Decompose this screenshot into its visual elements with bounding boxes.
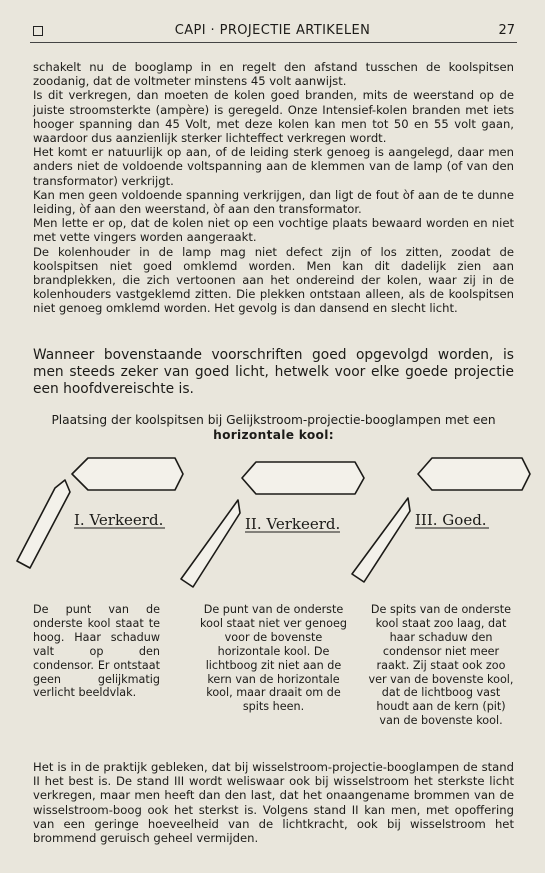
horizontal-carbon-3: [418, 458, 530, 490]
lower-carbon-1: [17, 480, 70, 568]
caption-subtitle: horizontale kool:: [213, 428, 334, 442]
closing-paragraph: Het is in de praktijk gebleken, dat bij wisselstroom-projectie-booglampen de stand II het best is. De stand III wordt weliswaar ook bij wisselstroom het sterkste licht verkregen, maar men heeft dan den last, dat het onaangename brommen van de wisselstroom-boog ook het sterkst is. Volgens stand II kan men, met opoffering van een geringe hoeveelheid van de lichtkracht, ook bij wisselstroom het brommend geruisch geheel vermijden.: [33, 760, 514, 846]
description-2: De punt van de onderste kool staat niet ver genoeg voor de bovenste horizontale kool. De lichtboog zit niet aan de kern van de horizontale kool, maar draait om de spits heen.: [200, 603, 347, 714]
figure-caption: [30, 413, 517, 443]
running-header: [0, 22, 545, 42]
body-paragraph: Men lette er op, dat de kolen niet op een vochtige plaats bewaard worden en niet met vette vingers worden aangeraakt.: [33, 216, 514, 245]
body-paragraph: Is dit verkregen, dan moeten de kolen goed branden, mits de weerstand op de juiste stroomsterkte (ampère) is geregeld. Onze Intensief-kolen branden met iets hooger spanning dan 45 Volt, met deze kolen kan men tot 50 en 55 volt gaan, waardoor dus aanzienlijk sterker lichteffect verkregen wordt.: [33, 88, 514, 146]
emphasis-paragraph: Wanneer bovenstaande voorschriften goed opgevolgd worden, is men steeds zeker van goed licht, hetwelk voor elke goede projectie een hoofdvereischte is.: [33, 347, 514, 397]
lower-carbon-2: [181, 500, 240, 587]
body-paragraph: Kan men geen voldoende spanning verkrijgen, dan ligt de fout òf aan de te dunne leiding, òf aan den weerstand, òf aan den transformator.: [33, 187, 514, 217]
label-verkeerd-2: II. Verkeerd.: [245, 515, 341, 533]
header-rule: [30, 42, 517, 43]
body-paragraph: De kolenhouder in de lamp mag niet defect zijn of los zitten, zoodat de koolspitsen niet goed omklemd worden. Men kan dit dadelijk zien aan brandplekken, die zich vertoonen aan het ondereind der kolen, waar zij in de kolenhouders vastgeklemd zitten. Die plekken ontstaan alleen, als de koolspitsen niet genoeg omklemd worden. Het gevolg is dan dansend en slecht licht.: [33, 244, 514, 316]
description-1: De punt van de onderste kool staat te hoog. Haar schaduw valt op den condensor. Er ontstaat geen gelijkmatig verlicht beeldvlak.: [33, 603, 160, 700]
carbon-position-diagram: [0, 452, 545, 602]
label-goed-3: III. Goed.: [415, 511, 487, 529]
body-paragraph: Het komt er natuurlijk op aan, of de leiding sterk genoeg is aangelegd, daar men anders niet de voldoende voltspanning aan de klemmen van de lamp (of van den transformator) verkrijgt.: [33, 145, 514, 188]
body-paragraph: schakelt nu de booglamp in en regelt den afstand tusschen de koolspitsen zoodanig, dat de voltmeter minstens 45 volt aanwijst.: [33, 60, 514, 89]
header-title: CAPI · PROJECTIE ARTIKELEN: [174, 23, 371, 38]
caption-line: Plaatsing der koolspitsen bij Gelijkstroom-projectie-booglampen met een: [51, 413, 496, 427]
description-3: De spits van de onderste kool staat zoo laag, dat haar schaduw den condensor niet meer raakt. Zij staat ook zoo ver van de bovenste kool, dat de lichtboog vast houdt aan de kern (pit) van de bovenste kool.: [368, 603, 514, 728]
lower-carbon-3: [352, 498, 410, 582]
horizontal-carbon-2: [242, 462, 364, 494]
page-number: 27: [498, 23, 515, 38]
horizontal-carbon-1: [72, 458, 183, 490]
label-verkeerd-1: I. Verkeerd.: [74, 511, 164, 529]
body-text: [33, 60, 514, 316]
